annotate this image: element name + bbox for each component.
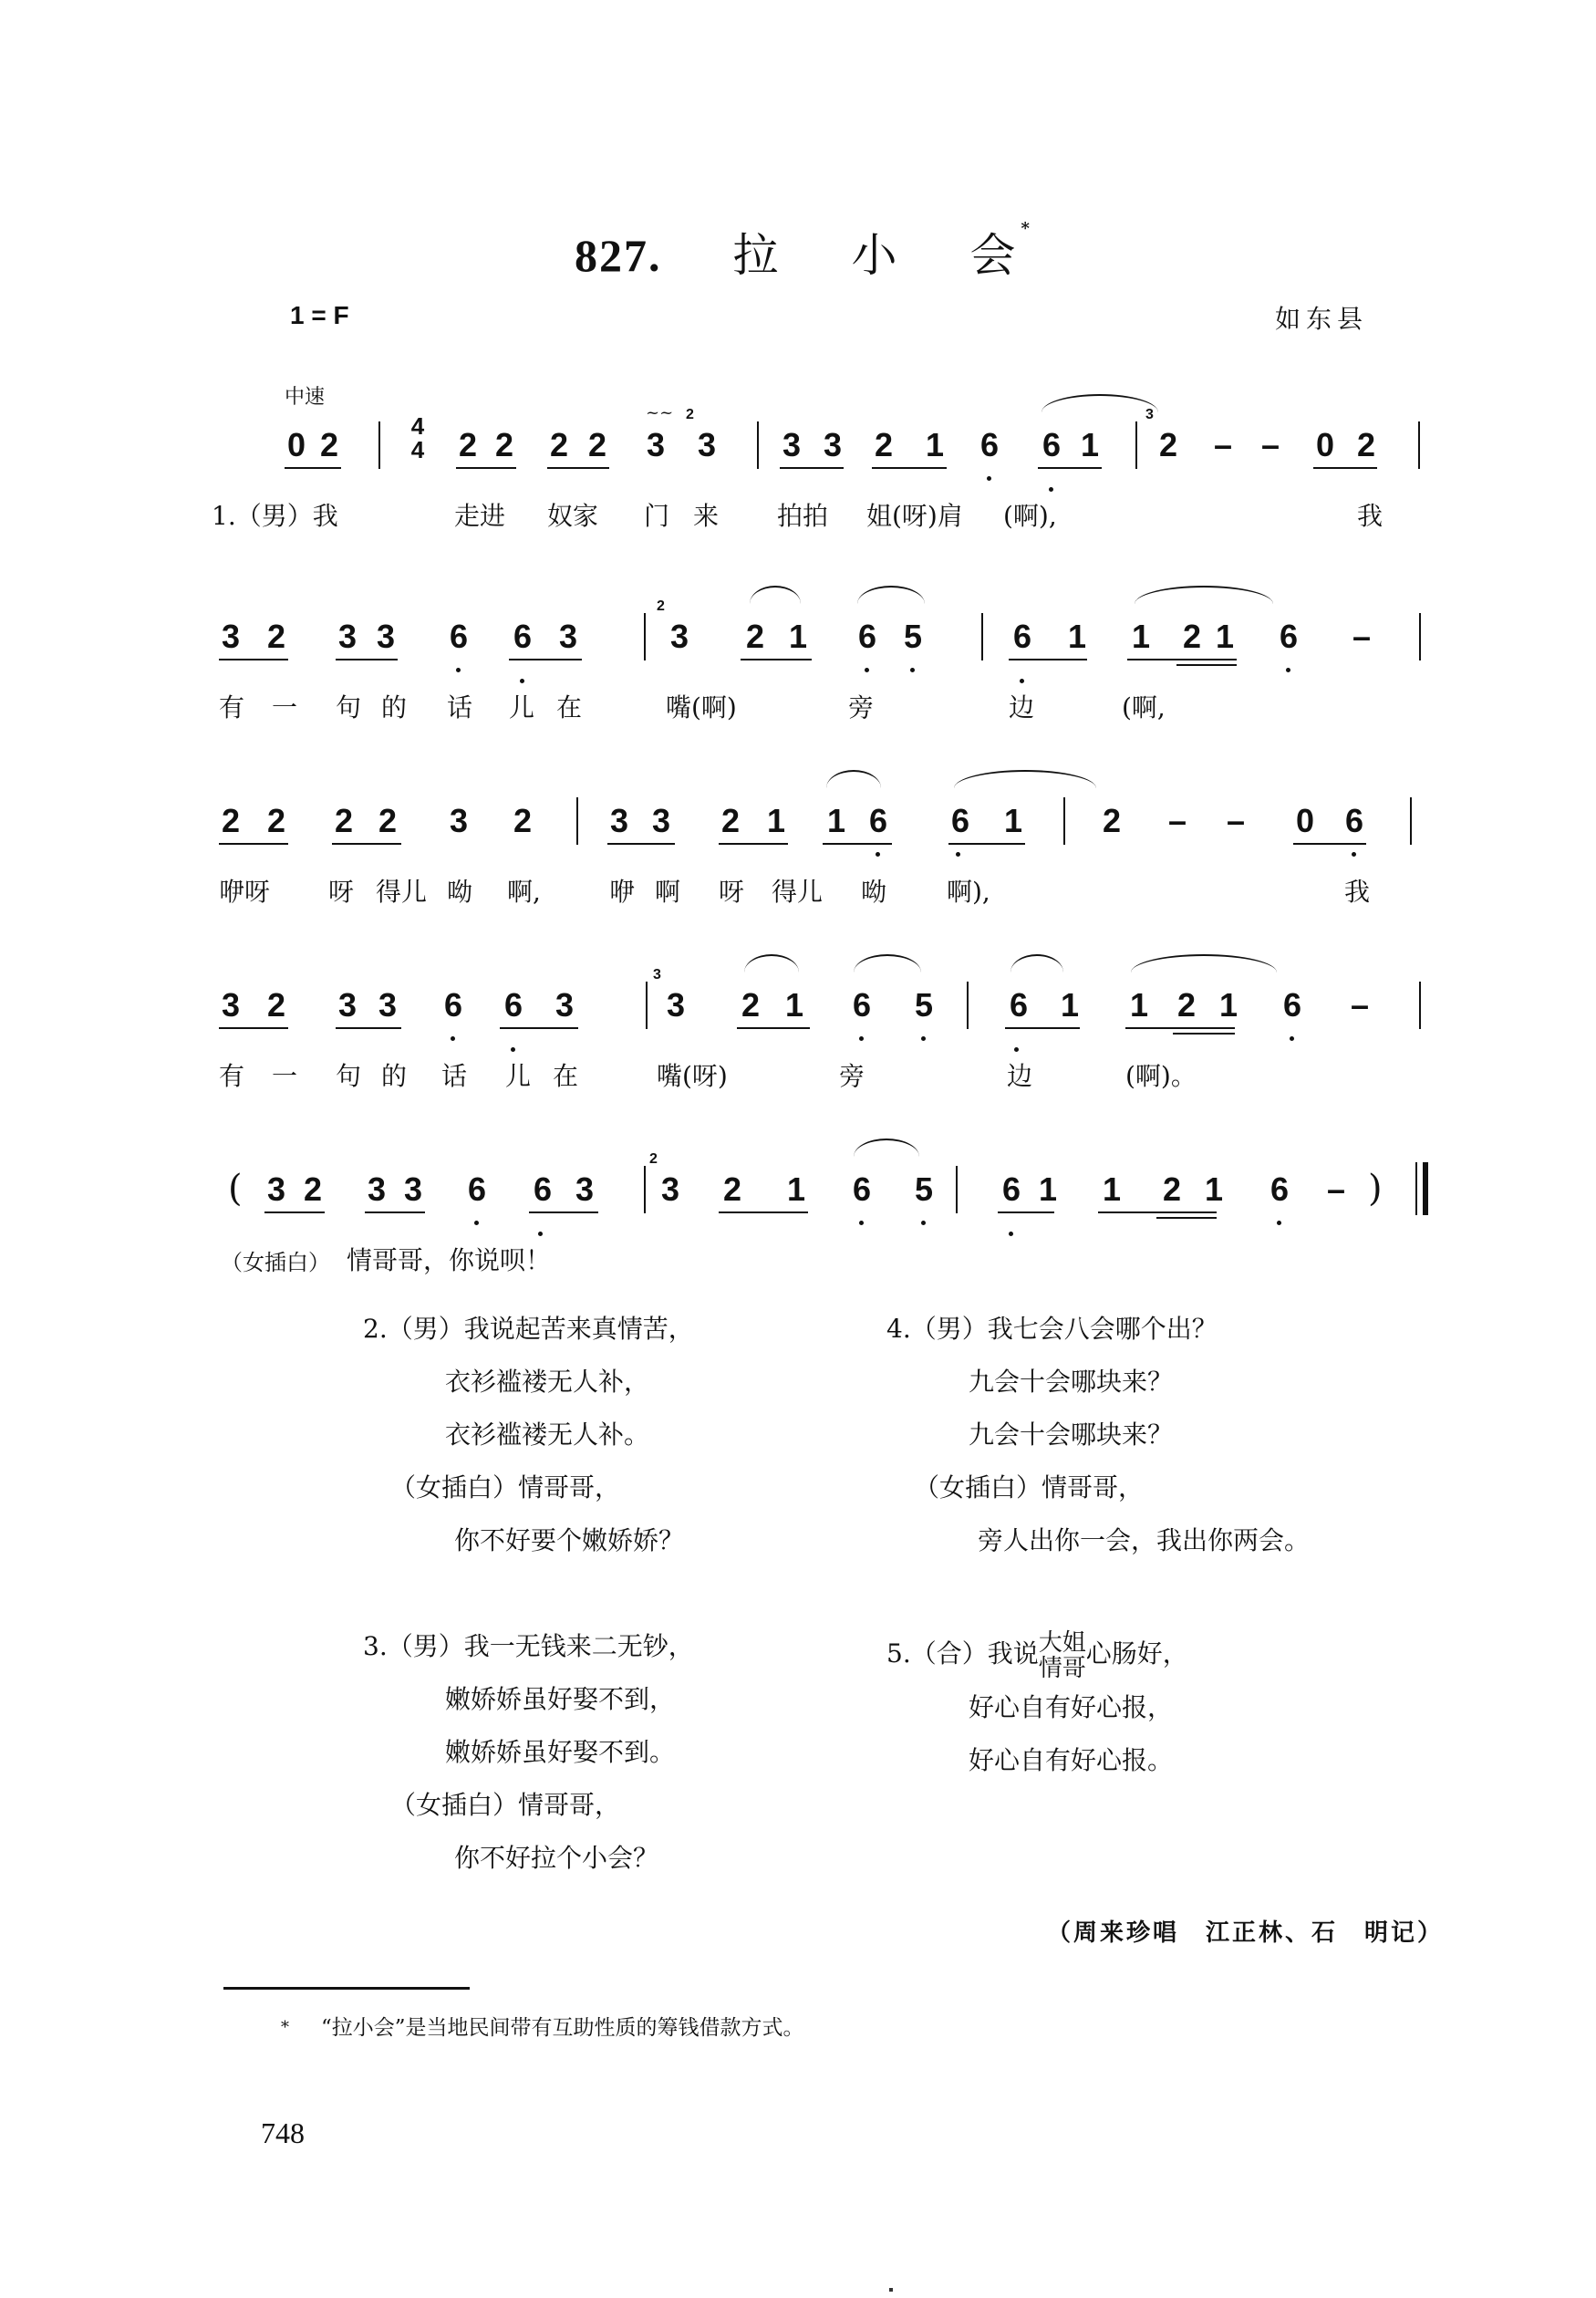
note: 1	[826, 802, 846, 839]
trill-mark: ~~	[646, 403, 674, 422]
underline	[336, 1027, 401, 1029]
verse-4	[886, 1303, 1310, 1567]
underline	[719, 843, 788, 845]
slur	[857, 586, 925, 604]
note: 6	[868, 802, 888, 839]
underline	[1098, 1211, 1217, 1213]
underline	[456, 467, 516, 469]
lyric: 嘴(呀)	[657, 1061, 728, 1091]
low-octave-dot	[859, 1221, 864, 1225]
note: 6	[950, 802, 970, 839]
note: 3	[403, 1170, 423, 1208]
lyric: 句	[336, 1061, 362, 1091]
underline	[741, 659, 812, 660]
low-octave-dot	[474, 1221, 479, 1225]
verse-text: 大姐	[1038, 1628, 1086, 1657]
note: 3	[697, 426, 717, 463]
note: 2	[458, 426, 478, 463]
lyric: 我	[1357, 501, 1384, 531]
note: 3	[337, 986, 358, 1024]
note: 3	[646, 426, 666, 463]
note: 3	[823, 426, 843, 463]
verse-text: 3.	[363, 1631, 388, 1661]
underline	[737, 1027, 810, 1029]
underline	[1127, 659, 1237, 660]
lyric: 得儿	[376, 877, 428, 907]
low-octave-dot	[1049, 487, 1053, 492]
underline	[719, 1211, 808, 1213]
note: 2	[378, 802, 398, 839]
note: 1	[1060, 986, 1080, 1024]
note: 6	[503, 986, 523, 1024]
note: 2	[1182, 618, 1202, 655]
barline	[1419, 613, 1421, 660]
lyric: 咿	[609, 877, 636, 907]
grace-note: 3	[653, 967, 661, 983]
note: 1	[1215, 618, 1235, 655]
note: 2	[221, 802, 241, 839]
verse-text	[363, 1303, 694, 1356]
verse-text: 好心自有好心报，	[969, 1691, 1174, 1722]
verse-text: （女插白）	[390, 1790, 519, 1820]
note: –	[1326, 1170, 1346, 1208]
lyric: 我	[1344, 877, 1371, 907]
note: 1	[925, 426, 945, 463]
verse-text: （男）	[387, 1314, 464, 1344]
slur	[826, 770, 881, 788]
underline	[998, 1211, 1054, 1213]
lyric: 旁	[848, 692, 875, 723]
underline	[529, 1211, 598, 1213]
underline	[1293, 843, 1366, 845]
note: 3	[376, 618, 396, 655]
credit-line: （周来珍唱 江正林、石 明记）	[1047, 1919, 1445, 1947]
verse-text: （男）	[910, 1314, 988, 1344]
underline	[219, 843, 288, 845]
note: 5	[903, 618, 923, 655]
barline	[644, 613, 646, 660]
low-octave-dot	[451, 1036, 455, 1041]
title-char: 会	[969, 229, 1018, 282]
lyric: 呀	[328, 877, 355, 907]
lyric: 门	[644, 501, 670, 531]
note: 1	[1038, 1170, 1058, 1208]
note: 2	[741, 986, 761, 1024]
title-footnote-mark: *	[1021, 219, 1031, 238]
verse-text: 情哥哥，	[518, 1790, 621, 1820]
note: 2	[513, 802, 533, 839]
verse-text: （女插白）	[914, 1472, 1042, 1503]
barline	[644, 1166, 646, 1213]
note: 3	[669, 618, 689, 655]
note: 1	[786, 1170, 806, 1208]
note: 5	[914, 1170, 934, 1208]
lyric: 来	[693, 501, 720, 531]
stacked-alternates	[1039, 1630, 1086, 1681]
lyric: 边	[1007, 1061, 1033, 1091]
lyric: 姐(呀)肩	[866, 501, 963, 531]
verse-text: 衣衫褴褛无人补。	[445, 1419, 650, 1450]
verse-text: 4.	[886, 1314, 911, 1344]
underline	[509, 659, 582, 660]
lyric: 奴家	[547, 501, 599, 531]
lyric: 一	[272, 1061, 298, 1091]
score-line-5	[0, 1151, 1596, 1308]
note: –	[1352, 618, 1372, 655]
lyric: 呦	[861, 877, 887, 907]
title-char: 拉	[732, 229, 781, 282]
low-octave-dot	[865, 668, 869, 672]
slur	[1010, 954, 1063, 972]
note: 2	[319, 426, 339, 463]
lyric: 走进	[454, 501, 506, 531]
verse-text	[363, 1620, 694, 1673]
low-octave-dot	[1352, 852, 1356, 857]
footnote-text: “拉小会”是当地民间带有互助性质的筹钱借款方式。	[321, 2016, 804, 2040]
verse-text: 我说	[987, 1638, 1039, 1669]
song-title	[575, 219, 1031, 285]
lyric: 一	[272, 692, 298, 723]
note: 2	[874, 426, 894, 463]
lyric: 话	[447, 692, 473, 723]
note: 2	[266, 802, 286, 839]
note: 5	[914, 986, 934, 1024]
verse-text: 衣衫褴褛无人补，	[445, 1367, 650, 1397]
lyric: 啊	[655, 877, 681, 907]
lyric: 得儿	[772, 877, 824, 907]
underline	[285, 467, 341, 469]
note: 3	[266, 1170, 286, 1208]
note: 6	[467, 1170, 487, 1208]
note: 6	[513, 618, 533, 655]
note: 6	[1282, 986, 1302, 1024]
lyric: 的	[381, 692, 408, 723]
underline	[1313, 467, 1377, 469]
low-octave-dot	[538, 1232, 543, 1236]
note: 6	[979, 426, 1000, 463]
region-label: 如东县	[1275, 304, 1369, 334]
note: 1	[1129, 986, 1149, 1024]
note: 2	[334, 802, 354, 839]
low-octave-dot	[956, 852, 960, 857]
barline	[757, 421, 759, 469]
note: –	[1350, 986, 1370, 1024]
note: 3	[221, 618, 241, 655]
verse-text: 嫩娇娇虽好娶不到。	[445, 1737, 676, 1767]
verse-text: 我说起苦来真情苦，	[463, 1314, 694, 1344]
note: 1	[1003, 802, 1023, 839]
note: 3	[367, 1170, 387, 1208]
verse-text: 嫩娇娇虽好娶不到，	[445, 1684, 676, 1714]
grace-note: 2	[649, 1151, 658, 1167]
note: 2	[720, 802, 741, 839]
low-octave-dot	[859, 1036, 864, 1041]
verse-text	[363, 1779, 694, 1832]
grace-note: 2	[657, 598, 665, 614]
lyric: 啊),	[947, 877, 990, 907]
note: 3	[221, 986, 241, 1024]
note: 6	[449, 618, 469, 655]
note: 6	[857, 618, 877, 655]
note: –	[1260, 426, 1280, 463]
slur	[750, 586, 801, 604]
verse-text: 你不好拉个小会？	[454, 1843, 659, 1873]
low-octave-dot	[1286, 668, 1290, 672]
note: 1	[1218, 986, 1238, 1024]
score-line-4	[0, 967, 1596, 1124]
lyric: 有	[219, 1061, 245, 1091]
underline	[332, 843, 401, 845]
note: 1	[1080, 426, 1100, 463]
barline	[1418, 421, 1420, 469]
note: 3	[660, 1170, 680, 1208]
verse-text	[363, 1461, 694, 1514]
underline	[219, 1027, 288, 1029]
underline-double	[1176, 664, 1237, 666]
lyric: 边	[1009, 692, 1035, 723]
note: 6	[1009, 986, 1029, 1024]
lyric: 儿	[509, 692, 535, 723]
low-octave-dot	[456, 668, 461, 672]
slur	[954, 770, 1096, 788]
lyric: 在	[556, 692, 583, 723]
barline	[646, 982, 648, 1029]
lyric: 儿	[505, 1061, 532, 1091]
lyric: 呦	[447, 877, 473, 907]
verse-text: 旁人出你一会，我出你两会。	[978, 1525, 1311, 1555]
lyric: 拍拍	[777, 501, 829, 531]
repeat-paren: (	[228, 1168, 243, 1210]
underline	[607, 843, 675, 845]
low-octave-dot	[1014, 1047, 1019, 1052]
barline	[378, 421, 380, 469]
barline	[1135, 421, 1137, 469]
verse-2	[363, 1303, 694, 1567]
underline	[1038, 467, 1102, 469]
low-octave-dot	[520, 679, 524, 683]
note: 0	[1295, 802, 1315, 839]
tempo-marking: 中速	[285, 386, 326, 409]
low-octave-dot	[1290, 1036, 1294, 1041]
underline	[219, 659, 288, 660]
note: –	[1226, 802, 1246, 839]
slur	[854, 954, 921, 972]
low-octave-dot	[921, 1221, 926, 1225]
lyric: 的	[381, 1061, 408, 1091]
note: 2	[587, 426, 607, 463]
verse-text: （男）	[387, 1631, 464, 1661]
lyric: 呀	[719, 877, 745, 907]
verse-text	[886, 1627, 1188, 1681]
barline	[981, 613, 983, 660]
verse-text: （合）	[910, 1638, 988, 1669]
note: 6	[443, 986, 463, 1024]
lyric: (啊),	[1003, 501, 1057, 531]
underline	[547, 467, 609, 469]
slur	[744, 954, 799, 972]
lyric: 旁	[839, 1061, 865, 1091]
score-line-1	[0, 403, 1596, 564]
lyric-role: （女插白）	[221, 1250, 330, 1275]
underline	[872, 467, 947, 469]
underline	[336, 659, 398, 660]
note: 3	[554, 986, 575, 1024]
low-octave-dot	[1277, 1221, 1281, 1225]
underline	[1125, 1027, 1235, 1029]
lyric: (啊)。	[1125, 1061, 1197, 1091]
slur	[1135, 586, 1273, 604]
note: 0	[286, 426, 306, 463]
note: 6	[1270, 1170, 1290, 1208]
verse-text	[886, 1461, 1310, 1514]
note: 3	[449, 802, 469, 839]
note: –	[1167, 802, 1187, 839]
note: 1	[788, 618, 808, 655]
footnote-mark: *	[281, 2018, 289, 2037]
note: 6	[1279, 618, 1299, 655]
verse-text: （女插白）	[390, 1472, 519, 1503]
note: –	[1213, 426, 1233, 463]
note: 2	[1158, 426, 1178, 463]
repeat-paren: )	[1368, 1168, 1383, 1210]
barline	[1410, 797, 1412, 845]
title-char: 小	[851, 229, 899, 282]
note: 3	[337, 618, 358, 655]
note: 3	[666, 986, 686, 1024]
note: 2	[745, 618, 765, 655]
low-octave-dot	[511, 1047, 515, 1052]
lyric: 话	[441, 1061, 468, 1091]
verse-text: 2.	[363, 1314, 388, 1344]
note: 3	[558, 618, 578, 655]
verse-text: 5.	[886, 1638, 911, 1669]
scan-speck	[889, 2288, 893, 2292]
note: 6	[1344, 802, 1364, 839]
note: 2	[266, 618, 286, 655]
verse-text: 情哥哥，	[518, 1472, 621, 1503]
low-octave-dot	[1009, 1232, 1013, 1236]
note: 3	[609, 802, 629, 839]
barline	[1063, 797, 1065, 845]
note: 1	[1131, 618, 1151, 655]
underline	[1009, 659, 1087, 660]
key-signature: 1 = F	[290, 301, 349, 329]
underline	[500, 1027, 578, 1029]
note: 2	[722, 1170, 742, 1208]
verse-text: 情哥	[1038, 1654, 1086, 1682]
underline	[264, 1211, 325, 1213]
verse-text: 我一无钱来二无钞，	[463, 1631, 694, 1661]
underline-double	[1173, 1033, 1235, 1035]
note: 2	[1356, 426, 1376, 463]
underline-double	[1156, 1217, 1217, 1219]
underline	[948, 843, 1025, 845]
time-signature: 4 4	[410, 412, 425, 463]
lyric: 1.（男）我	[212, 501, 338, 531]
score-line-2	[0, 598, 1596, 755]
song-number: 827.	[575, 230, 662, 281]
lyric: 句	[336, 692, 362, 723]
note: 3	[575, 1170, 595, 1208]
verse-text: 九会十会哪块来？	[969, 1419, 1174, 1450]
verse-text	[886, 1303, 1310, 1356]
barline	[956, 1166, 958, 1213]
verse-text: 九会十会哪块来？	[969, 1367, 1174, 1397]
note: 2	[494, 426, 514, 463]
lyric: 咿呀	[219, 877, 271, 907]
note: 2	[266, 986, 286, 1024]
note: 6	[852, 986, 872, 1024]
note: 1	[1204, 1170, 1224, 1208]
note: 1	[766, 802, 786, 839]
underline	[780, 467, 844, 469]
lyric: 嘴(啊)	[666, 692, 737, 723]
page-number: 748	[261, 2116, 305, 2149]
lyric: 在	[553, 1061, 579, 1091]
lyric: 啊,	[507, 877, 541, 907]
lyric: (啊,	[1122, 692, 1166, 723]
low-octave-dot	[987, 476, 991, 481]
note: 2	[1102, 802, 1122, 839]
underline	[365, 1211, 425, 1213]
note: 6	[1042, 426, 1062, 463]
note: 3	[651, 802, 671, 839]
note: 1	[1102, 1170, 1122, 1208]
verse-text: 你不好要个嫩娇娇？	[454, 1525, 685, 1555]
note: 2	[1162, 1170, 1182, 1208]
underline	[1005, 1027, 1080, 1029]
note: 6	[533, 1170, 553, 1208]
final-barline	[1415, 1162, 1428, 1215]
verse-text: 情哥哥，	[1042, 1472, 1145, 1503]
footnote-divider	[223, 1987, 470, 1990]
low-octave-dot	[876, 852, 880, 857]
grace-note: 3	[1145, 407, 1154, 422]
note: 1	[784, 986, 804, 1024]
note: 6	[852, 1170, 872, 1208]
verse-text: 好心自有好心报。	[969, 1744, 1174, 1775]
barline	[1419, 982, 1421, 1029]
verse-5	[886, 1627, 1188, 1787]
verse-text: 心肠好，	[1085, 1638, 1188, 1669]
grace-note: 2	[686, 407, 694, 422]
low-octave-dot	[921, 1036, 926, 1041]
slur	[854, 1139, 919, 1157]
verse-text: 我七会八会哪个出？	[987, 1314, 1218, 1344]
barline	[576, 797, 578, 845]
note: 0	[1315, 426, 1335, 463]
note: 6	[1001, 1170, 1021, 1208]
verse-3	[363, 1620, 694, 1885]
slur	[1131, 954, 1277, 972]
note: 1	[1067, 618, 1087, 655]
note: 3	[782, 426, 802, 463]
lyric-spoken: 情哥哥，你说呗！	[347, 1245, 552, 1275]
low-octave-dot	[1020, 679, 1024, 683]
note: 2	[1176, 986, 1197, 1024]
note: 6	[1012, 618, 1032, 655]
barline	[967, 982, 969, 1029]
low-octave-dot	[910, 668, 915, 672]
slur	[1042, 394, 1158, 412]
lyric: 有	[219, 692, 245, 723]
underline	[823, 843, 892, 845]
note: 3	[378, 986, 398, 1024]
score-line-3	[0, 803, 1596, 940]
note: 2	[549, 426, 569, 463]
note: 2	[303, 1170, 323, 1208]
